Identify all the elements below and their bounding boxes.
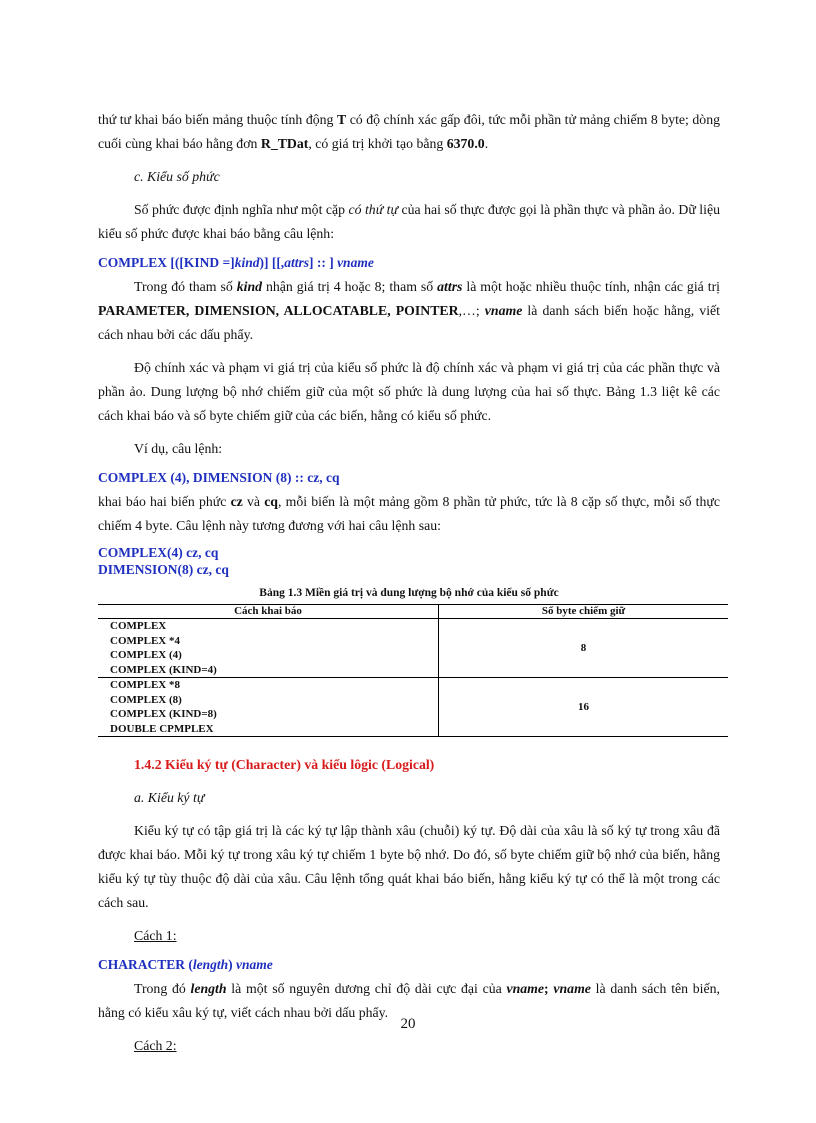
table-caption: Bảng 1.3 Miền giá trị và dung lượng bộ nhớ của kiểu số phức xyxy=(259,587,559,599)
paragraph-example: Ví dụ, câu lệnh: xyxy=(134,441,223,456)
table-row xyxy=(98,619,728,678)
paragraph-character-def: Kiểu ký tự có tập giá trị là các ký tự lập thành xâu (chuỗi) ký tự. Độ dài của xâu là số ký tự trong xâu đã được khai báo. Mỗi ký tự trong xâu ký tự chiếm 1 byte bộ nhớ. Do đó, số byte chiếm giữ bộ nhớ của biến, hằng kiểu ký tự tùy thuộc độ dài của xâu. Câu lệnh tổng quát khai báo biến, hằng kiểu ký tự có thể là một trong các cách sau. xyxy=(98,823,720,910)
code-equivalent-1: COMPLEX(4) cz, cq xyxy=(98,545,219,560)
decl-item: DOUBLE CPMPLEX xyxy=(110,722,214,735)
table-row xyxy=(98,678,728,737)
decl-item: COMPLEX *4 xyxy=(110,634,180,647)
paragraph-length: Trong đó length là một số nguyên dương chỉ độ dài cực đại của vname; vname là danh sách tên biến, hằng có kiểu xâu ký tự, viết cách nhau bởi dấu phẩy. xyxy=(98,981,720,1020)
decl-item: COMPLEX (4) xyxy=(110,649,182,661)
table-header: Cách khai báo xyxy=(98,605,439,619)
decl-item: COMPLEX (KIND=8) xyxy=(110,708,217,720)
paragraph-intro: thứ tư khai báo biến mảng thuộc tính động T có độ chính xác gấp đôi, tức mỗi phần tử mảng chiếm 8 byte; dòng cuối cùng khai báo hằng đơn R_TDat, có giá trị khởi tạo bằng 6370.0. xyxy=(98,112,721,151)
paragraph-complex-def: Số phức được định nghĩa như một cặp có thứ tự của hai số thực được gọi là phần thực và phần ảo. Dữ liệu kiểu số phức được khai báo bằng câu lệnh: xyxy=(98,202,720,241)
table-cell-decls xyxy=(98,678,439,737)
subheading-character: a. Kiểu ký tự xyxy=(134,790,205,805)
complex-table xyxy=(98,604,728,737)
code-example: COMPLEX (4), DIMENSION (8) :: cz, cq xyxy=(98,470,340,485)
table-cell-decls xyxy=(98,619,439,678)
page-body xyxy=(98,108,720,1058)
decl-item: COMPLEX xyxy=(110,620,167,632)
table-cell-bytes: 8 xyxy=(439,619,729,678)
table-header: Số byte chiếm giữ xyxy=(439,605,729,619)
paragraph-precision: Độ chính xác và phạm vi giá trị của kiểu số phức là độ chính xác và phạm vi giá trị của các phần thực và phần ảo. Dung lượng bộ nhớ chiếm giữ của một số phức là dung lượng của hai số thực. Bảng 1.3 liệt kê các cách khai báo và số byte chiếm giữ của các biến, hằng có kiểu số phức. xyxy=(98,360,720,423)
section-heading-142: 1.4.2 Kiểu ký tự (Character) và kiểu lôgic (Logical) xyxy=(134,757,435,772)
code-complex-syntax: COMPLEX [([KIND =]kind)] [[,attrs] :: ] vname xyxy=(98,255,374,270)
subheading-complex: c. Kiểu số phức xyxy=(134,169,220,184)
decl-item: COMPLEX *8 xyxy=(110,679,180,691)
code-equivalent-2: DIMENSION(8) cz, cq xyxy=(98,562,229,577)
method-2-label: Cách 2: xyxy=(134,1038,177,1053)
decl-item: COMPLEX (KIND=4) xyxy=(110,663,217,676)
code-character-syntax: CHARACTER (length) vname xyxy=(98,957,273,972)
method-1-label: Cách 1: xyxy=(134,928,177,943)
decl-item: COMPLEX (8) xyxy=(110,693,182,706)
paragraph-example-explain: khai báo hai biến phức cz và cq, mỗi biến là một mảng gồm 8 phần tử phức, tức là 8 cặp số thực, mỗi số thực chiếm 4 byte. Câu lệnh này tương đương với hai câu lệnh sau: xyxy=(98,494,720,533)
page-number: 20 xyxy=(400,1016,416,1032)
paragraph-params: Trong đó tham số kind nhận giá trị 4 hoặc 8; tham số attrs là một hoặc nhiều thuộc tính, nhận các giá trị PARAMETER, DIMENSION, ALLOCATABLE, POINTER,…; vname là danh sách biến hoặc hằng, viết cách nhau bởi các dấu phẩy. xyxy=(98,279,720,342)
table-header-row xyxy=(98,605,728,619)
table-cell-bytes: 16 xyxy=(439,678,729,737)
